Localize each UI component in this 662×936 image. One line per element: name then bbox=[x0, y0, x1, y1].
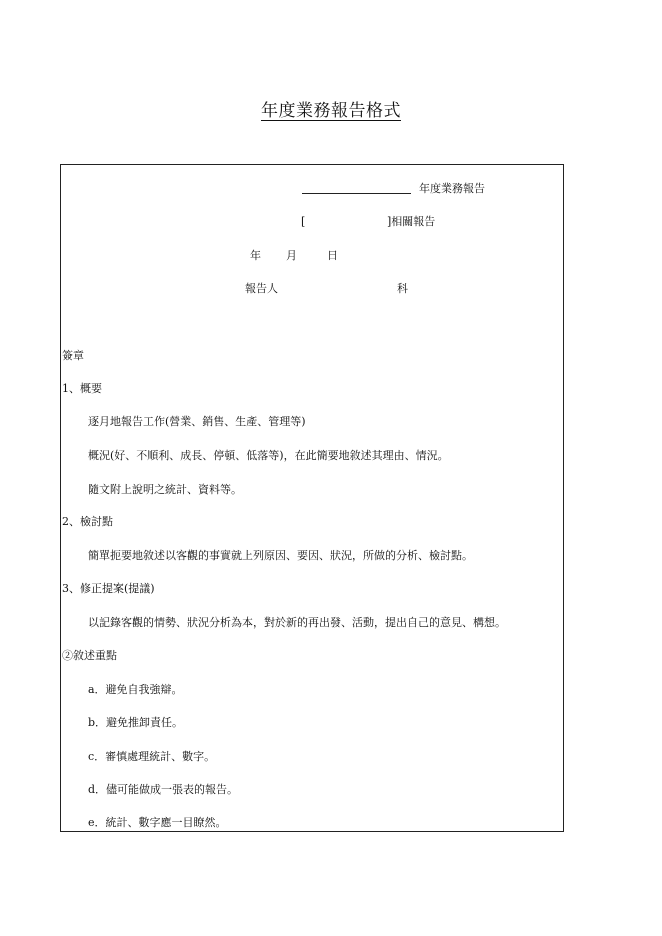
date-month: 月 bbox=[286, 249, 297, 262]
point-item: e．統計、數字應一目瞭然。 bbox=[88, 816, 227, 829]
dept-label: 科 bbox=[397, 282, 408, 295]
point-item: b．避免推卸責任。 bbox=[88, 716, 184, 729]
section-3-item: 以記錄客觀的情勢、狀況分析為本，對於新的再出發、活動，提出自己的意見、構想。 bbox=[88, 616, 506, 629]
section-1-heading: 1、概要 bbox=[62, 382, 102, 395]
section-1-item: 隨文附上說明之統計、資料等。 bbox=[88, 483, 242, 496]
related-report-label: ]相關報告 bbox=[387, 215, 436, 228]
section-2-heading: 2、檢討點 bbox=[62, 515, 113, 528]
date-year: 年 bbox=[250, 249, 261, 262]
date-day: 日 bbox=[327, 249, 338, 262]
report-form bbox=[60, 164, 564, 832]
point-item: d．儘可能做成一張表的報告。 bbox=[88, 783, 239, 796]
point-item: c．審慎處理統計、數字。 bbox=[88, 750, 216, 763]
bracket-open: [ bbox=[301, 215, 306, 228]
section-3-heading: 3、修正提案(提議) bbox=[62, 582, 155, 595]
point-item: a．避免自我強辯。 bbox=[88, 683, 183, 696]
section-2-item: 簡單扼要地敘述以客觀的事實就上列原因、要因、狀況，所做的分析、檢討點。 bbox=[88, 549, 473, 562]
reporter-label: 報告人 bbox=[245, 282, 278, 295]
annual-report-label: 年度業務報告 bbox=[419, 182, 485, 195]
section-1-item: 概況(好、不順利、成長、停頓、低落等)，在此簡要地敘述其理由、情況。 bbox=[88, 449, 449, 462]
points-heading: ②敘述重點 bbox=[62, 649, 117, 662]
year-blank-line bbox=[302, 193, 411, 194]
document-title: 年度業務報告格式 bbox=[261, 101, 401, 121]
section-1-item: 逐月地報告工作(營業、銷售、生產、管理等) bbox=[88, 415, 306, 428]
signature-label: 簽章 bbox=[62, 349, 84, 362]
